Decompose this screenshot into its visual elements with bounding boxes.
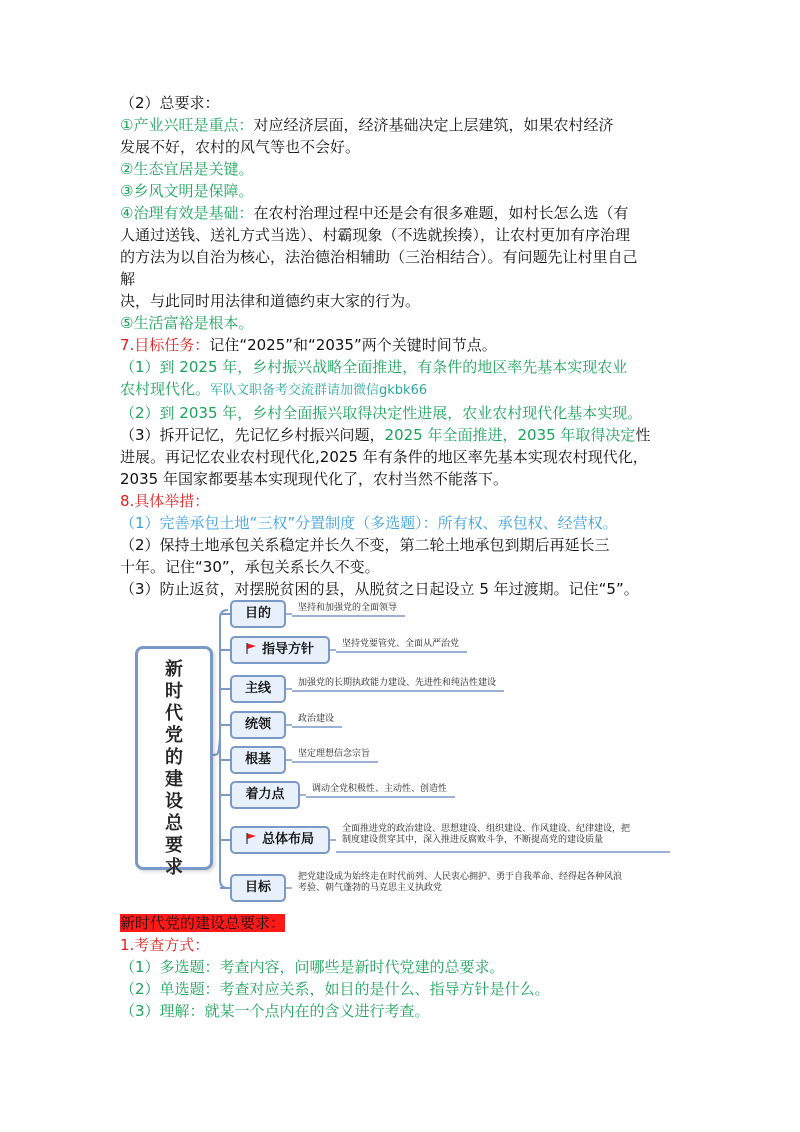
exam-section [120,912,690,1022]
mindmap-note-text: 把党建设成为始终走在时代前列、人民衷心拥护、勇于自我革命、经得起各种风浪 [298,872,623,882]
targets-text: 记住“2025”和“2035”两个关键时间节点。 [209,336,497,354]
mindmap-node-note [298,678,496,689]
mindmap-note-text: 制度建设贯穿其中，深入推进反腐败斗争，不断提高党的建设质量 [342,835,604,845]
requirement-1-cont: 发展不好，农村的风气等也不会好。 [120,138,361,156]
mindmap-node [230,781,300,809]
requirements-heading: （2）总要求： [120,94,220,112]
mindmap-node [230,636,330,664]
mindmap-node-label: 根基 [244,752,271,767]
exam-q3: （3）理解：就某一个点内在的含义进行考查。 [120,1002,430,1020]
measure-2-cont: 十年。记住“30”，承包关系长久不变。 [120,558,380,576]
requirement-4-cont: 的方法为以自治为核心，法治德治相辅助（三治相结合）。有问题先让村里自己 [120,248,638,266]
mindmap-center-char: 要 [165,835,183,856]
requirement-4-text: 在农村治理过程中还是会有很多难题，如村长怎么选（有 [253,204,629,222]
mindmap-node-note [298,603,397,614]
mindmap-note-text: 全面推进党的政治建设、思想建设、组织建设、作风建设、纪律建设，把 [342,824,631,834]
measure-3: （3）防止返贫，对摆脱贫困的县，从脱贫之日起设立 5 年过渡期。记住“5”。 [120,580,639,598]
mindmap-node-label: 着力点 [245,787,285,802]
mindmap-node-note [342,824,630,846]
mindmap-node-label: 主线 [244,681,271,696]
mindmap-node [230,826,330,854]
mindmap-note-text: 加强党的长期执政能力建设、先进性和纯洁性建设 [298,678,497,688]
mindmap-node-label: 目标 [244,880,271,895]
mindmap-node-note [298,749,370,760]
mindmap-center-char: 时 [165,681,183,702]
mindmap-note-text: 坚定理想信念宗旨 [298,749,371,759]
mindmap-node [230,711,286,739]
requirement-1-text: 对应经济层面，经济基础决定上层建筑，如果农村经济 [253,116,614,134]
measure-2: （2）保持土地承包关系稳定并长久不变，第二轮土地承包到期后再延长三 [120,536,610,554]
red-flag-icon [246,639,256,649]
exam-q2: （2）单选题：考查对应关系，如目的是什么、指导方针是什么。 [120,980,550,998]
measures-heading: 8.具体举措： [120,492,210,510]
mindmap-center-node [135,646,213,878]
targets-heading [120,334,690,356]
target-1: （1）到 2025 年，乡村振兴战略全面推进，有条件的地区率先基本实现农业 [120,358,628,376]
mindmap-node-label: 目的 [244,606,271,621]
mindmap-node-note [342,639,459,650]
requirement-2: ②生态宜居是关键。 [120,160,254,178]
mindmap-center-char: 建 [165,769,183,790]
requirement-5: ⑤生活富裕是根本。 [120,314,254,332]
target-2: （2）到 2035 年，乡村全面振兴取得决定性进展，农业农村现代化基本实现。 [120,404,643,422]
mindmap-note-text: 调动全党积极性、主动性、创造性 [312,784,448,794]
target-3-cont: 2035 年国家都要基本实现现代化了，农村当然不能落下。 [120,470,508,488]
party-building-mindmap [130,598,690,898]
target-3-highlight: 2025 年全面推进，2035 年取得决定 [384,426,636,444]
requirement-1 [120,114,690,136]
target-3-text: （3）拆开记忆，先记忆乡村振兴问题， [120,426,385,444]
mindmap-center-title [138,659,210,879]
mindmap-node-label: 统领 [244,717,271,732]
mindmap-node-label: 指导方针 [261,642,314,657]
requirement-3: ③乡风文明是保障。 [120,182,254,200]
requirement-4 [120,202,690,224]
mindmap-center-char: 设 [165,791,183,812]
exam-title: 新时代党的建设总要求： [120,914,286,932]
mindmap-note-text: 坚持和加强党的全面领导 [298,603,398,613]
mindmap-node [230,746,286,774]
target-1-end: 农村现代化。 [120,380,211,398]
mindmap-node-label: 总体布局 [261,832,314,847]
mindmap-center-char: 新 [165,659,183,680]
mindmap-note-text: 考验、朝气蓬勃的马克思主义执政党 [298,883,443,893]
mindmap-center-char: 求 [165,857,183,878]
requirement-4-cont: 决，与此同时用法律和道德约束大家的行为。 [120,292,421,310]
target-3-tail: 性 [635,426,651,444]
mindmap-center-char: 党 [165,725,183,746]
exam-q1: （1）多选题：考查内容，问哪些是新时代党建的总要求。 [120,958,505,976]
mindmap-center-char: 代 [165,703,183,724]
mindmap-center-char: 总 [165,813,183,834]
requirements-section [120,92,690,600]
exam-method-heading: 1.考查方式： [120,936,210,954]
mindmap-node-note [298,714,334,725]
mindmap-note-text: 政治建设 [298,714,335,724]
mindmap-node [230,600,286,628]
requirement-4-cont: 人通过送钱、送礼方式当选）、村霸现象（不选就挨揍），让农村更加有序治理 [120,226,631,244]
wechat-ad: 军队文职备考交流群请加微信gkbk66 [210,383,428,398]
target-3-cont: 进展。再记忆农业农村现代化,2025 年有条件的地区率先基本实现农村现代化， [120,448,648,466]
mindmap-node-note [298,872,622,894]
target-1-cont [120,378,690,402]
targets-label: 7.目标任务： [120,336,210,354]
mindmap-note-text: 坚持党要管党、全面从严治党 [342,639,460,649]
mindmap-center-char: 的 [165,747,183,768]
target-3 [120,424,690,446]
mindmap-node-note [312,784,447,795]
exam-title-row [120,912,690,934]
mindmap-node [230,874,286,902]
requirement-1-label: ①产业兴旺是重点： [120,116,254,134]
requirement-4-cont: 解 [120,270,136,288]
red-flag-icon [246,829,256,839]
mindmap-node [230,675,286,703]
requirement-4-label: ④治理有效是基础： [120,204,254,222]
measure-1: （1）完善承包土地“三权”分置制度（多选题）：所有权、承包权、经营权。 [120,514,618,532]
